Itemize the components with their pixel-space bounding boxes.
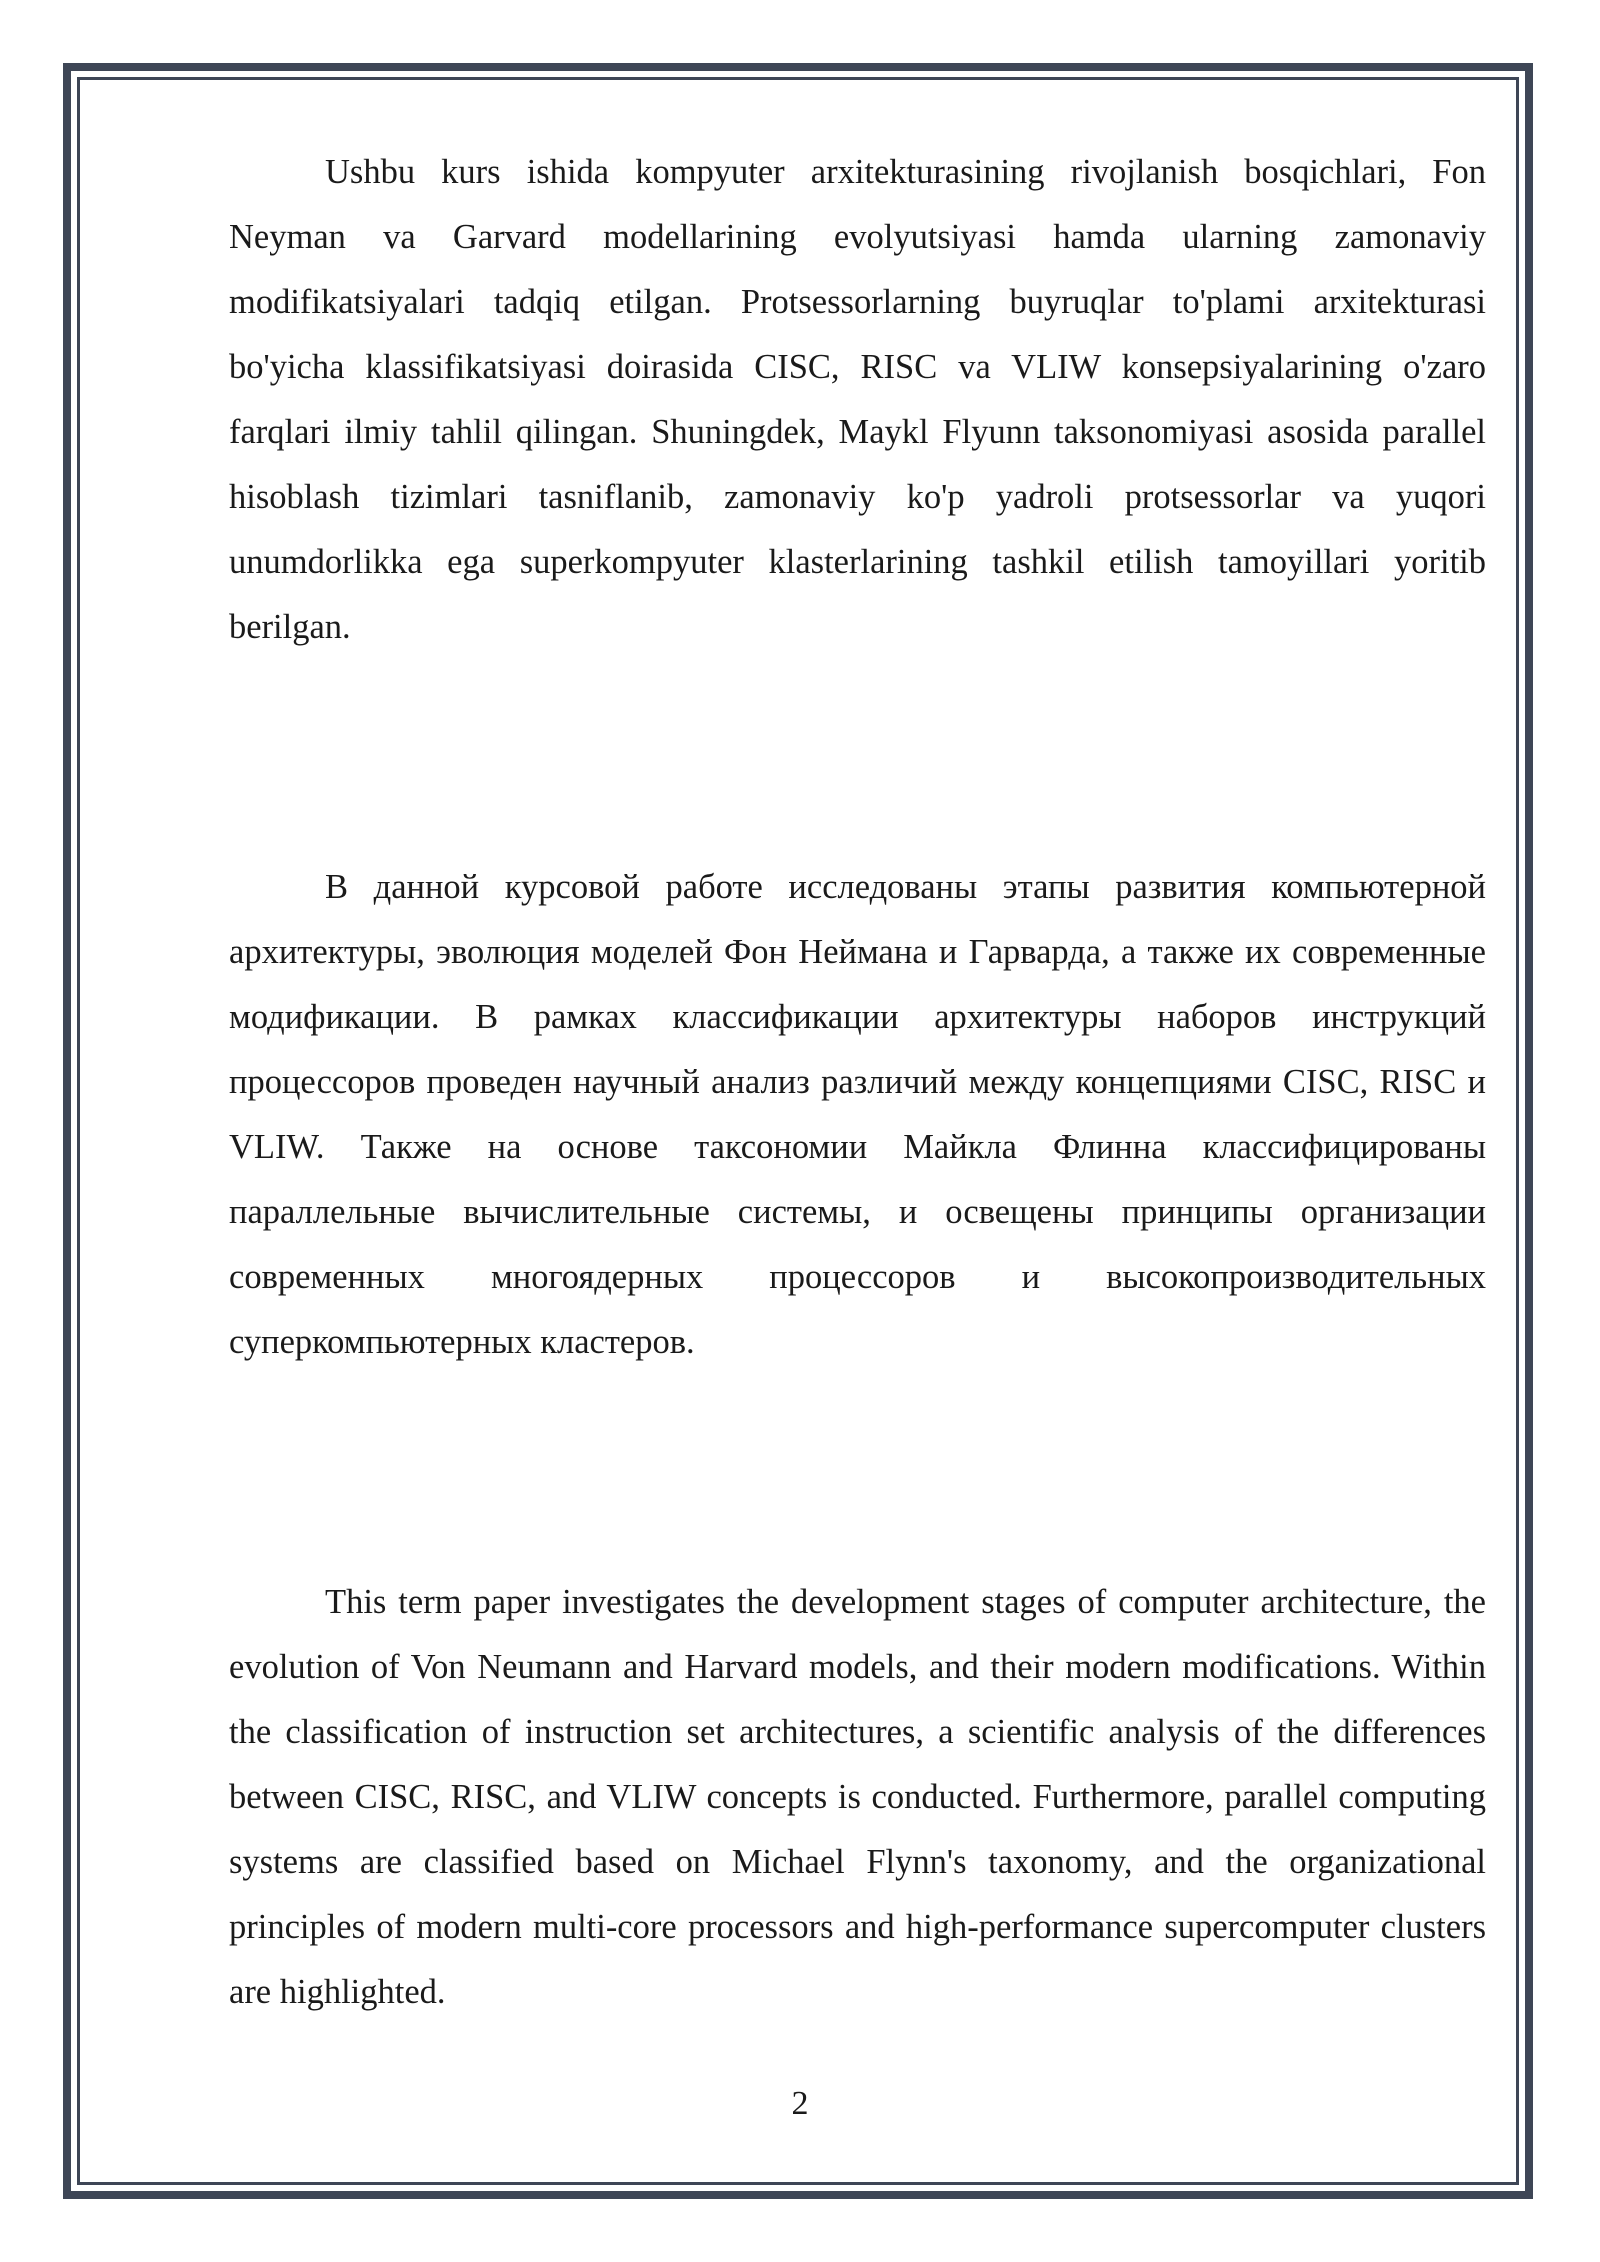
abstract-english: This term paper investigates the development stages of computer architecture, the evolution of Von Neumann and Harvard models, and their modern modifications. Within the classification of instruction set architectures, a scientific analysis of the differences between CISC, RISC, and VLIW concepts is conducted. Furthermore, parallel computing systems are classified based on Michael Flynn's taxonomy, and the organizational principles of modern multi-core processors and high-performance supercomputer clusters are highlighted.	[229, 1583, 1486, 2011]
page-content	[229, 140, 1486, 2025]
page-number: 2	[791, 2085, 809, 2122]
abstract-russian: В данной курсовой работе исследованы этапы развития компьютерной архитектуры, эволюция моделей Фон Неймана и Гарварда, а также их современные модификации. В рамках классификации архитектуры наборов инструкций процессоров проведен научный анализ различий между концепциями CISC, RISC и VLIW. Также на основе таксономии Майкла Флинна классифицированы параллельные вычислительные системы, и освещены принципы организации современных многоядерных процессоров и высокопроизводительных суперкомпьютерных кластеров.	[229, 868, 1486, 1361]
abstract-uzbek: Ushbu kurs ishida kompyuter arxitekturasining rivojlanish bosqichlari, Fon Neyman va Garvard modellarining evolyutsiyasi hamda ularning zamonaviy modifikatsiyalari tadqiq etilgan. Protsessorlarning buyruqlar to'plami arxitekturasi bo'yicha klassifikatsiyasi doirasida CISC, RISC va VLIW konsepsiyalarining o'zaro farqlari ilmiy tahlil qilingan. Shuningdek, Maykl Flyunn taksonomiyasi asosida parallel hisoblash tizimlari tasniflanib, zamonaviy ko'p yadroli protsessorlar va yuqori unumdorlikka ega superkompyuter klasterlarining tashkil etilish tamoyillari yoritib berilgan.	[229, 153, 1486, 646]
